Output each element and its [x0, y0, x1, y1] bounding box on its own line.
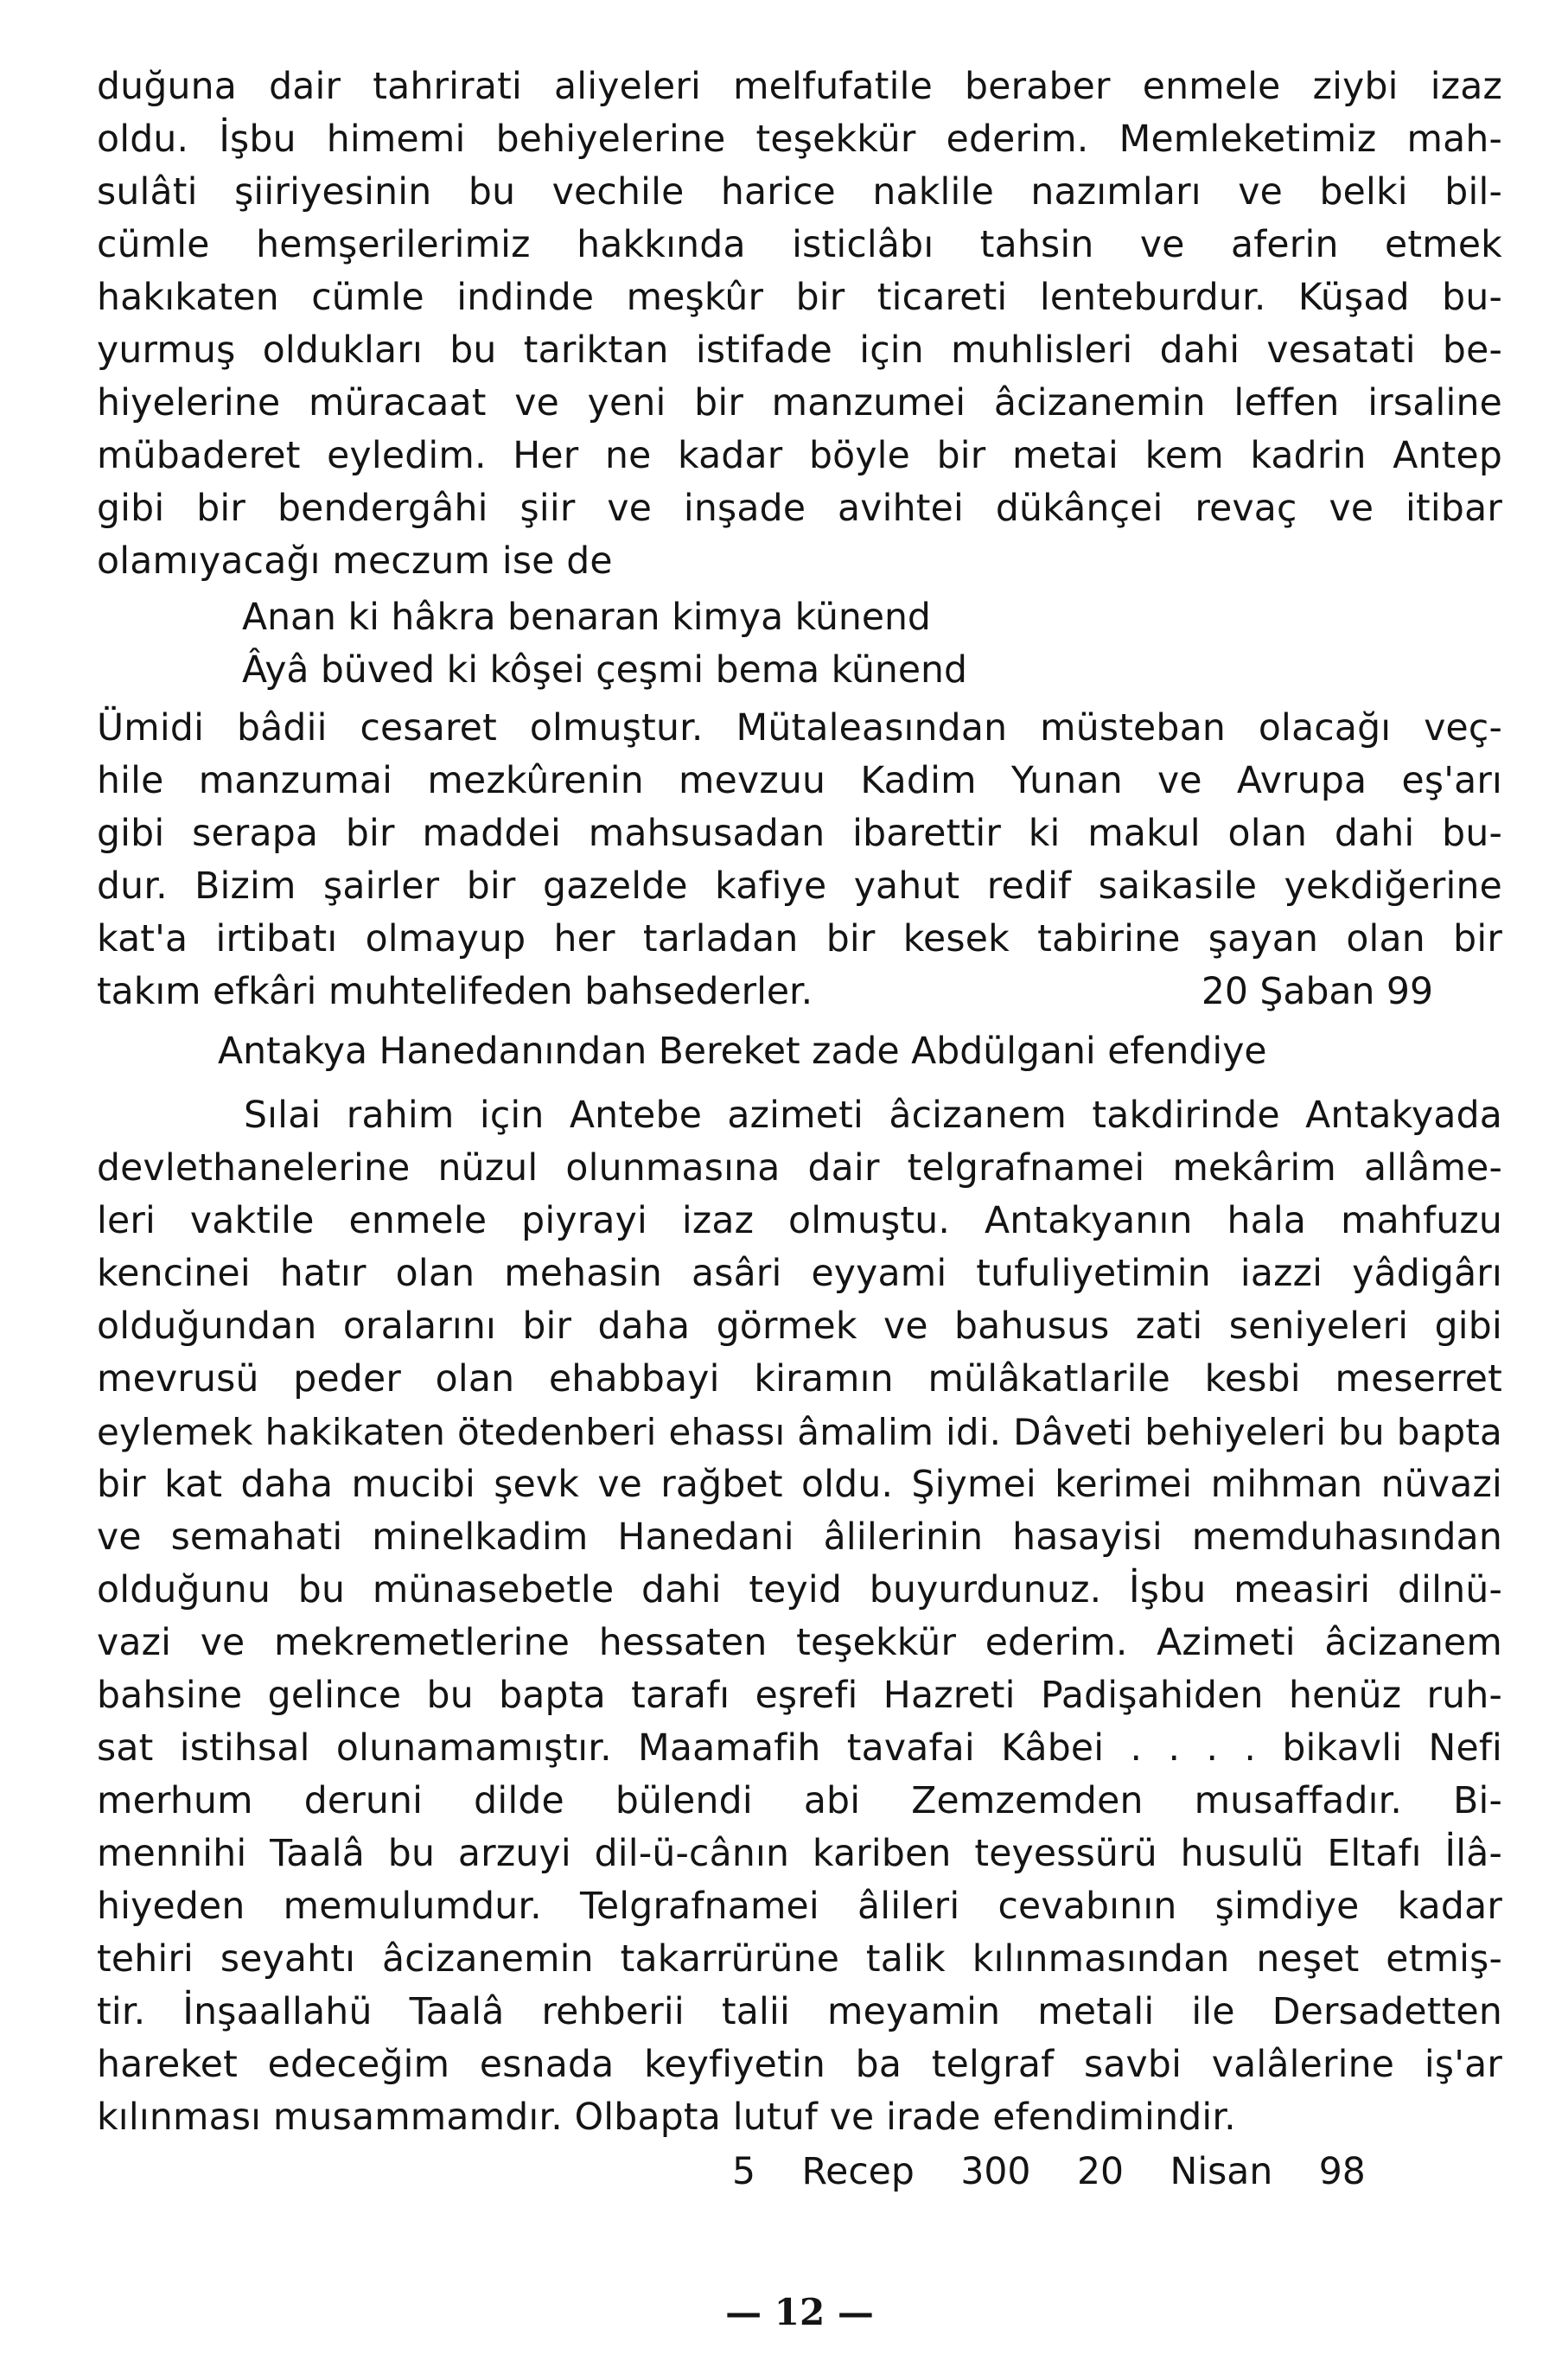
page-number: — 12 —: [725, 2291, 874, 2333]
text-line: ve semahati minelkadim Hanedani âlilerinin hasayisi memduhasından: [97, 1516, 1502, 1559]
text-line: dur. Bizim şairler bir gazelde kafiye yahut redif saikasile yekdiğerine: [97, 865, 1502, 908]
paragraph-2: [97, 702, 1502, 1018]
verse-couplet: [97, 591, 1502, 697]
text-line: bir kat daha mucibi şevk ve rağbet oldu. Şiymei kerimei mihman nüvazi: [97, 1464, 1502, 1506]
date-signature: 20 Şaban 99: [1201, 971, 1433, 1013]
text-line: tir. İnşaallahü Taalâ rehberii talii meyamin metali ile Dersadetten: [97, 1991, 1502, 2033]
text-line: leri vaktile enmele piyrayi izaz olmuştu. Antakyanın hala mahfuzu: [97, 1200, 1502, 1242]
text-line: gibi bir bendergâhi şiir ve inşade avihtei dükânçei revaç ve itibar: [97, 488, 1502, 530]
text-line: gibi serapa bir maddei mahsusadan ibarettir ki makul olan dahi bu-: [97, 813, 1502, 855]
paragraph-1: [97, 61, 1502, 588]
verse-line: Anan ki hâkra benaran kimya künend: [242, 597, 931, 639]
text-line: kencinei hatır olan mehasin asâri eyyami tufuliyetimin iazzi yâdigârı: [97, 1253, 1502, 1295]
text-line: mevrusü peder olan ehabbayi kiramın mülâkatlarile kesbi meserret: [97, 1358, 1502, 1401]
text-line: duğuna dair tahrirati aliyeleri melfufatile beraber enmele ziybi izaz: [97, 66, 1502, 108]
date-signature: 5 Recep 300 20 Nisan 98: [732, 2151, 1366, 2193]
paragraph-3: [97, 1089, 1502, 2144]
text-line: cümle hemşerilerimiz hakkında isticlâbı tahsin ve aferin etmek: [97, 224, 1502, 266]
text-line: merhum deruni dilde bülendi abi Zemzemden musaffadır. Bi-: [97, 1780, 1502, 1822]
text-line: oldu. İşbu himemi behiyelerine teşekkür ederim. Memleketimiz mah-: [97, 118, 1502, 161]
text-line: vazi ve mekremetlerine hessaten teşekkür ederim. Azimeti âcizanem: [97, 1622, 1502, 1664]
closing-line: [97, 966, 1502, 1018]
text-line: olduğundan oralarını bir daha görmek ve bahusus zati seniyeleri gibi: [97, 1305, 1502, 1348]
text-line: Ümidi bâdii cesaret olmuştur. Mütaleasından müsteban olacağı veç-: [97, 707, 1502, 750]
verse-line: Âyâ büved ki kôşei çeşmi bema künend: [242, 649, 967, 692]
text-line: hiyelerine müracaat ve yeni bir manzumei âcizanemin leffen irsaline: [97, 382, 1502, 424]
letter-heading: Antakya Hanedanından Bereket zade Abdülgani efendiye: [218, 1030, 1267, 1073]
text-line: yurmuş oldukları bu tariktan istifade için muhlisleri dahi vesatati be-: [97, 329, 1502, 372]
text-line: hakıkaten cümle indinde meşkûr bir ticareti lenteburdur. Küşad bu-: [97, 277, 1502, 319]
text-line: mennihi Taalâ bu arzuyi dil-ü-cânın kariben teyessürü husulü Eltafı İlâ-: [97, 1833, 1502, 1875]
text-line: tehiri seyahtı âcizanemin takarrürüne talik kılınmasından neşet etmiş-: [97, 1938, 1502, 1981]
text-line: hile manzumai mezkûrenin mevzuu Kadim Yunan ve Avrupa eş'arı: [97, 760, 1502, 802]
text-line: hareket edeceğim esnada keyfiyetin ba telgraf savbi valâlerine iş'ar: [97, 2044, 1502, 2086]
text-line: sulâti şiiriyesinin bu vechile harice naklile nazımları ve belki bil-: [97, 171, 1502, 214]
text-line: kılınması musammamdır. Olbapta lutuf ve irade efendimindir.: [97, 2096, 1236, 2139]
document-page: [97, 61, 1502, 2343]
text-line: olduğunu bu münasebetle dahi teyid buyurdunuz. İşbu measiri dilnü-: [97, 1569, 1502, 1611]
closing-text: takım efkâri muhtelifeden bahsederler.: [97, 971, 813, 1013]
text-line: kat'a irtibatı olmayup her tarladan bir kesek tabirine şayan olan bir: [97, 918, 1502, 960]
text-line: sat istihsal olunamamıştır. Maamafih tavafai Kâbei . . . . bikavli Nefi: [97, 1727, 1502, 1770]
text-line: eylemek hakikaten ötedenberi ehassı âmalim idi. Dâveti behiyeleri bu bapta: [97, 1411, 1502, 1453]
text-line: bahsine gelince bu bapta tarafı eşrefi Hazreti Padişahiden henüz ruh-: [97, 1675, 1502, 1717]
text-line: Sılai rahim için Antebe azimeti âcizanem takdirinde Antakyada: [244, 1094, 1502, 1137]
text-line: hiyeden memulumdur. Telgrafnamei âlileri cevabının şimdiye kadar: [97, 1885, 1502, 1928]
text-line: olamıyacağı meczum ise de: [97, 540, 613, 583]
text-line: mübaderet eyledim. Her ne kadar böyle bir metai kem kadrin Antep: [97, 435, 1502, 477]
text-line: devlethanelerine nüzul olunmasına dair telgrafnamei mekârim allâme-: [97, 1147, 1502, 1190]
